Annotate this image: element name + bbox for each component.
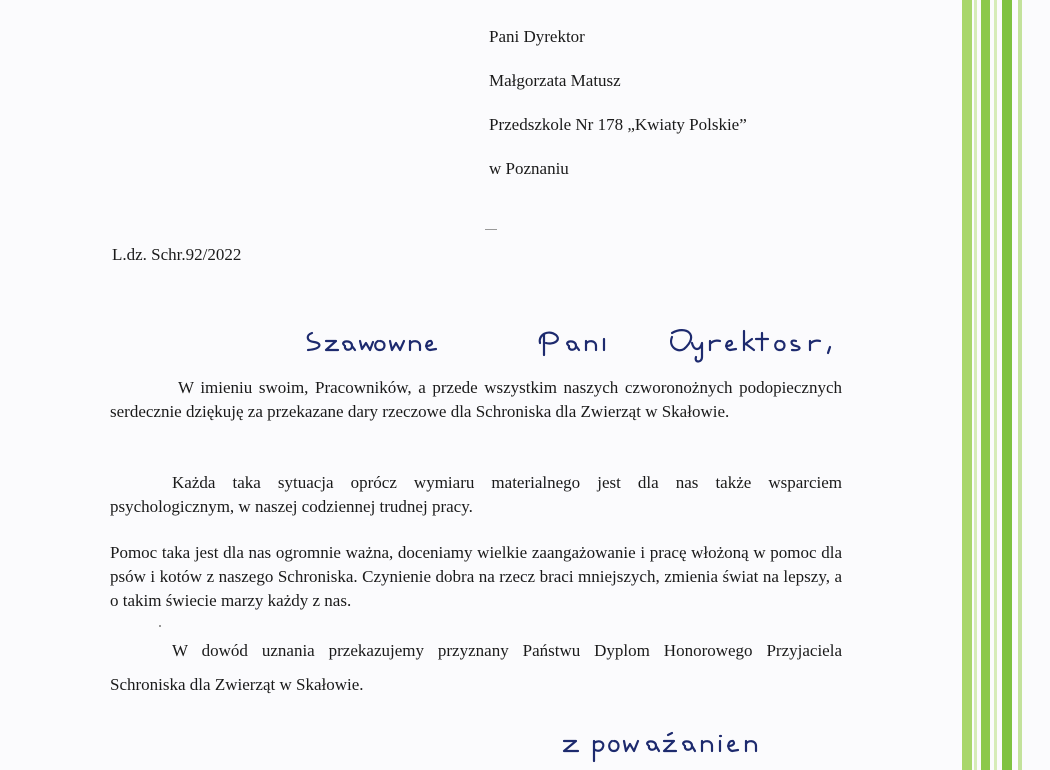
stripe	[981, 0, 990, 770]
paragraph-importance: Pomoc taka jest dla nas ogromnie ważna, doceniamy wielkie zaangażowanie i pracę włożoną w pomoc dla psów i kotów z naszego Schroniska. Czynienie dobra na rzecz braci mniejszych, zmienia świat na lepszy, a o takim świecie marzy każdy z nas.	[110, 543, 842, 610]
stripe	[962, 0, 972, 770]
stripe	[1018, 0, 1022, 770]
green-stripes-decoration	[960, 0, 1050, 770]
recipient-city: w Poznaniu	[489, 159, 569, 178]
recipient-address	[489, 28, 747, 204]
stripe	[994, 0, 997, 770]
handwritten-salutation	[300, 313, 890, 363]
paragraph-diploma: W dowód uznania przekazujemy przyznany Państwu Dyplom Honorowego Przyjaciela Schroniska dla Zwierząt w Skałowie.	[110, 641, 842, 694]
stripe	[1002, 0, 1012, 770]
recipient-institution: Przedszkole Nr 178 „Kwiaty Polskie”	[489, 115, 747, 134]
stripe	[974, 0, 977, 770]
recipient-name: Małgorzata Matusz	[489, 71, 621, 90]
stray-mark	[485, 229, 497, 230]
paragraph-support: Każda taka sytuacja oprócz wymiaru materialnego jest dla nas także wsparciem psychologicznym, w naszej codziennej trudnej pracy.	[110, 473, 842, 516]
reference-number: L.dz. Schr.92/2022	[112, 245, 242, 264]
paragraph-thanks: W imieniu swoim, Pracowników, a przede wszystkim naszych czworonożnych podopiecznych serdecznie dziękuję za przekazane dary rzeczowe dla Schroniska dla Zwierząt w Skałowie.	[110, 378, 842, 421]
recipient-title: Pani Dyrektor	[489, 27, 585, 46]
handwritten-closing	[560, 727, 860, 767]
stray-dot	[159, 625, 161, 627]
